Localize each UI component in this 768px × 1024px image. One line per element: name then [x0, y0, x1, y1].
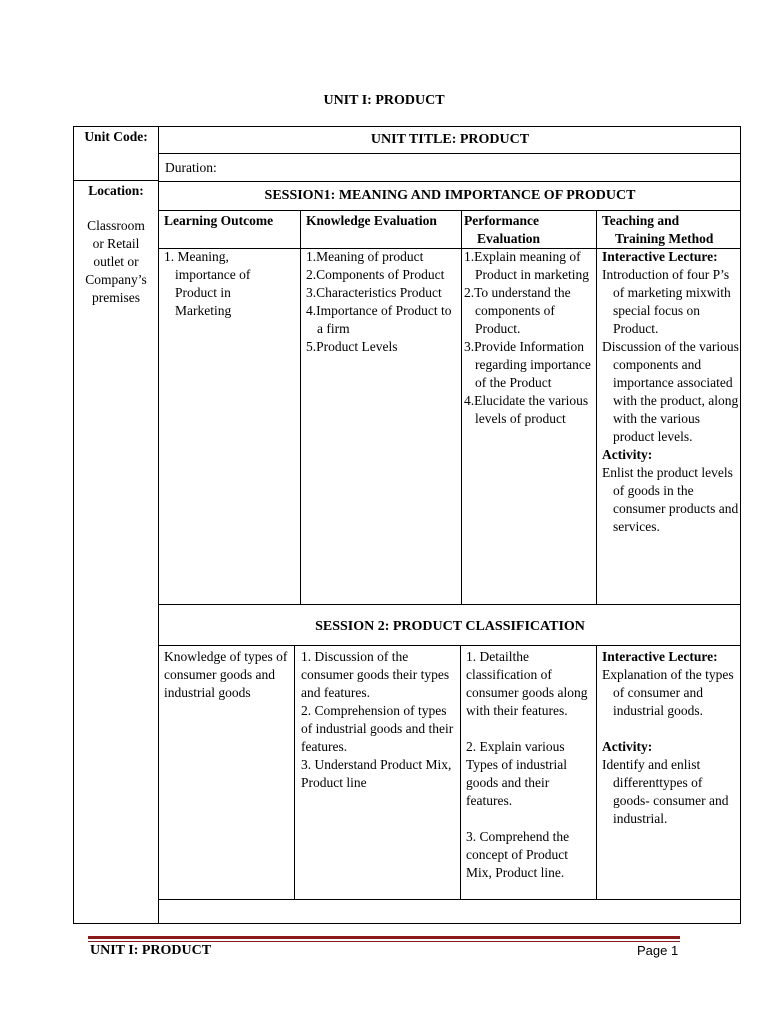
- session1-title: SESSION1: MEANING AND IMPORTANCE OF PRODUCT: [264, 188, 636, 203]
- list-item: 3.Provide Information regarding importance of the Product: [464, 339, 591, 390]
- location-line: premises: [92, 290, 140, 305]
- list-item: 2.To understand the components of Product.: [464, 285, 571, 336]
- location-line: Company’s: [85, 272, 147, 287]
- column-divider: [460, 645, 461, 899]
- header-text: Evaluation: [477, 231, 541, 246]
- header-text: Knowledge Evaluation: [306, 213, 437, 228]
- session2-knowledge-evaluation: [301, 648, 457, 792]
- row-divider: [159, 210, 741, 211]
- location-label: Location:: [88, 183, 144, 198]
- location-line: Classroom: [87, 218, 145, 233]
- list-item: Enlist the product levels of goods in the consumer products and services.: [602, 465, 739, 534]
- list-item: 1. Discussion of the consumer goods their types and features.: [301, 649, 450, 700]
- list-item: Explanation of the types of consumer and industrial goods.: [602, 667, 734, 718]
- header-performance-evaluation: [464, 212, 596, 248]
- list-item: 2. Explain various Types of industrial goods and their features.: [466, 739, 568, 808]
- list-item: 5.Product Levels: [306, 339, 398, 354]
- duration-label: Duration:: [165, 160, 217, 175]
- list-item: 3.Characteristics Product: [306, 285, 442, 300]
- header-text: Performance: [464, 213, 539, 228]
- left-column: [74, 127, 159, 923]
- knowledge-evaluation-cell: [306, 248, 458, 356]
- session2-teaching-method: [602, 648, 739, 828]
- teaching-method-cell: [602, 248, 739, 536]
- session2-title: SESSION 2: PRODUCT CLASSIFICATION: [315, 619, 585, 634]
- unit-title: UNIT TITLE: PRODUCT: [370, 132, 530, 147]
- row-divider: [159, 604, 741, 605]
- list-item: 4.Importance of Product to a firm: [306, 303, 452, 336]
- list-item: 1.Meaning of product: [306, 249, 424, 264]
- activity-label: Activity:: [602, 447, 653, 462]
- header-text: Learning Outcome: [164, 213, 274, 228]
- location-cell: [74, 181, 158, 307]
- list-item: Identify and enlist differenttypes of goods- consumer and industrial.: [602, 757, 729, 826]
- list-item: 3. Comprehend the concept of Product Mix, Product line.: [466, 829, 570, 880]
- performance-evaluation-cell: [464, 248, 592, 428]
- row-divider: [159, 645, 741, 646]
- header-text: Training Method: [615, 231, 714, 246]
- right-section: [159, 127, 741, 923]
- page-number: Page 1: [637, 943, 679, 958]
- location-text: [74, 217, 158, 307]
- list-item: Introduction of four P’s of marketing mixwith special focus on Product.: [602, 267, 731, 336]
- session2-performance-evaluation: [466, 648, 593, 882]
- session2-learning-outcome: Knowledge of types of consumer goods and industrial goods: [164, 649, 288, 700]
- column-divider: [294, 645, 295, 899]
- location-line: or Retail: [92, 236, 140, 251]
- column-divider: [596, 645, 597, 899]
- list-item: 1.Explain meaning of Product in marketing: [464, 249, 589, 282]
- column-divider: [300, 210, 301, 604]
- header-knowledge-evaluation: [306, 212, 461, 230]
- list-item: 4.Elucidate the various levels of product: [464, 393, 589, 426]
- list-item: 2. Comprehension of types of industrial goods and their features.: [301, 703, 454, 754]
- list-item: 1. Detailthe classification of consumer goods along with their features.: [466, 649, 588, 718]
- interactive-lecture-label: Interactive Lecture:: [602, 649, 718, 664]
- activity-label: Activity:: [602, 739, 653, 754]
- list-item: 2.Components of Product: [306, 267, 445, 282]
- row-divider: [159, 181, 741, 182]
- row-divider: [159, 899, 741, 900]
- header-text: Teaching and: [602, 213, 680, 228]
- footer-title: UNIT I: PRODUCT: [90, 943, 212, 958]
- column-divider: [596, 210, 597, 604]
- header-teaching-method: [602, 212, 741, 248]
- document-title: UNIT I: PRODUCT: [323, 93, 445, 108]
- row-divider: [159, 153, 741, 154]
- location-line: outlet or: [93, 254, 139, 269]
- unit-table: [73, 126, 741, 924]
- unit-code-label: Unit Code:: [74, 127, 158, 181]
- interactive-lecture-label: Interactive Lecture:: [602, 249, 718, 264]
- footer-rule: [88, 936, 680, 939]
- learning-outcome-cell: [164, 248, 278, 320]
- column-divider: [461, 210, 462, 604]
- header-learning-outcome: [164, 212, 300, 230]
- list-item: 3. Understand Product Mix, Product line: [301, 757, 452, 790]
- list-item: 1. Meaning, importance of Product in Marketing: [164, 249, 251, 318]
- list-item: Discussion of the various components and importance associated with the product, along with the various product levels.: [602, 339, 739, 444]
